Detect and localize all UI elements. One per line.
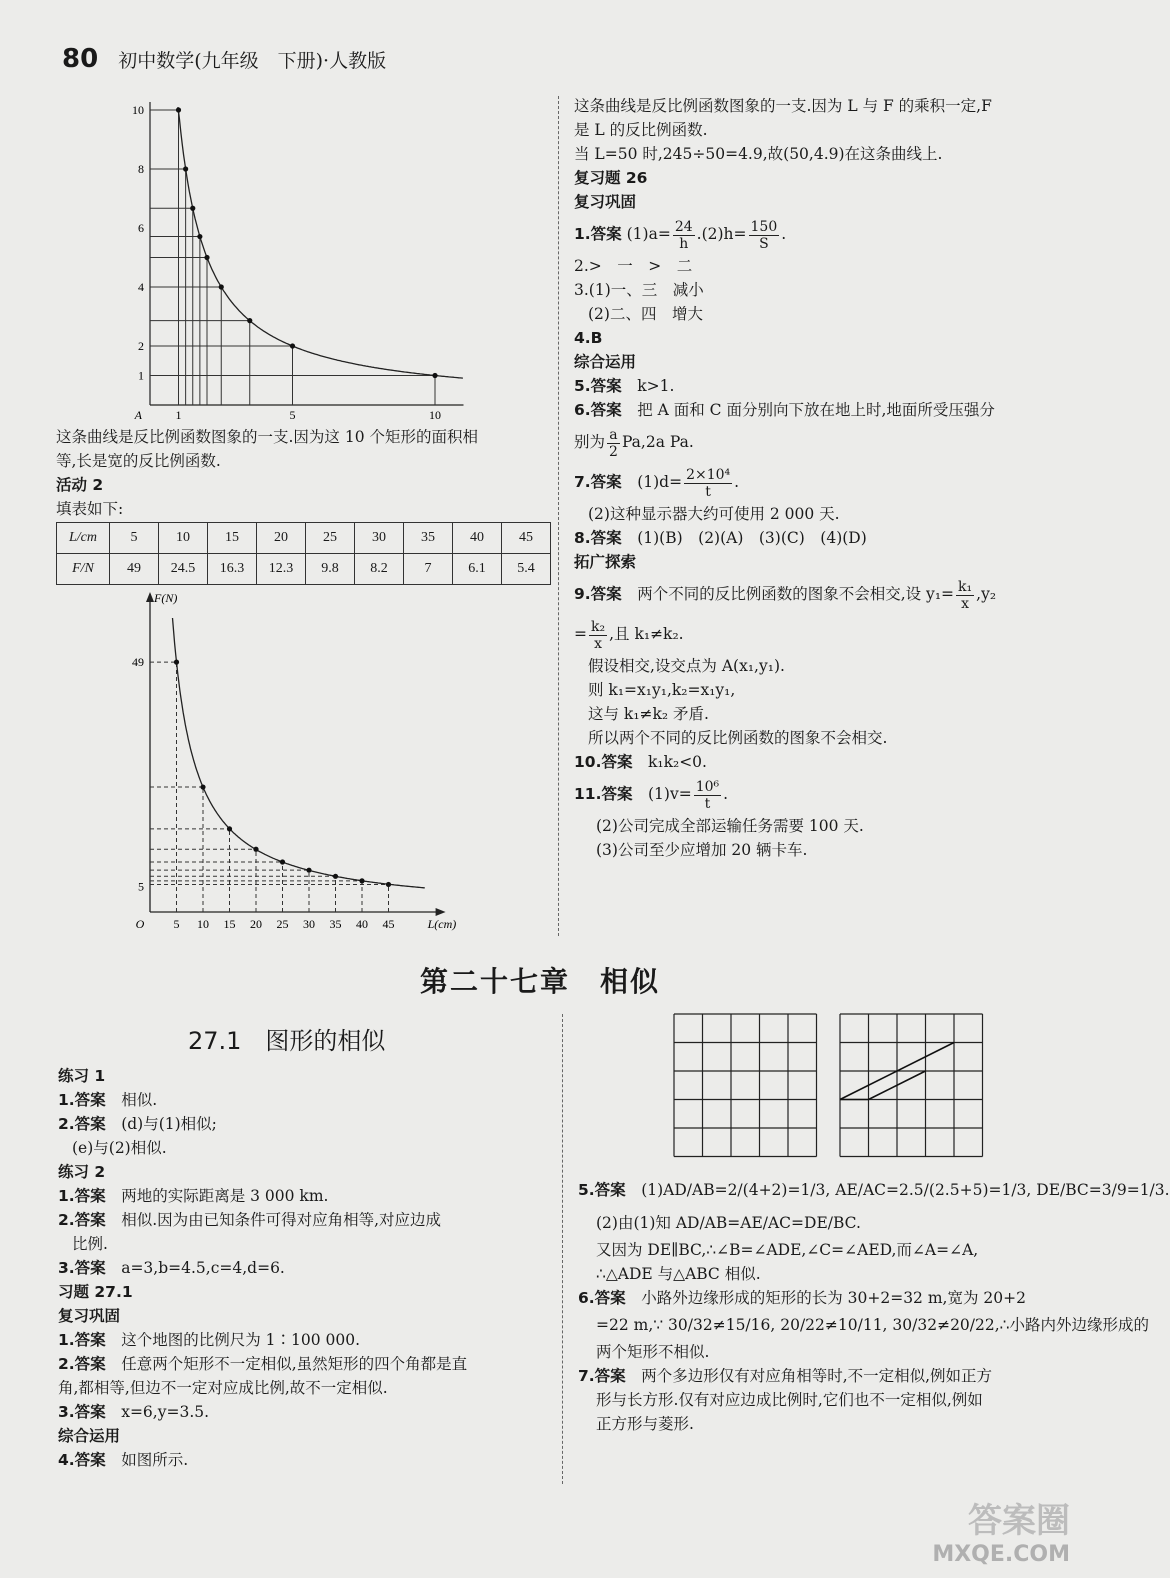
text-span: Pa,2a Pa. — [621, 433, 694, 451]
x-tick-label: 1 — [175, 408, 182, 422]
text-line: (2)由(1)知 AD/AB=AE/AC=DE/BC. — [596, 1214, 861, 1232]
answer-label: 2.答案 — [58, 1115, 106, 1133]
table-cell: 16.3 — [208, 554, 257, 585]
text-line: 两个矩形不相似. — [596, 1343, 710, 1361]
column-divider-top — [558, 96, 559, 936]
text-span: (1)(B) (2)(A) (3)(C) (4)(D) — [637, 529, 867, 547]
text-line: 正方形与菱形. — [596, 1415, 694, 1433]
x-tick-label: 30 — [303, 917, 315, 931]
origin-label: O — [135, 917, 145, 931]
apply-heading: 综合运用 — [574, 353, 637, 371]
page-header — [62, 44, 386, 74]
answer-label: 10.答案 — [574, 753, 633, 771]
fraction-denominator: x — [961, 595, 970, 612]
fraction — [956, 579, 974, 612]
sim-q7 — [578, 1364, 1170, 1388]
exercise-item — [58, 1352, 467, 1376]
text-span: 把 A 面和 C 面分别向下放在地上时,地面所受压强分 — [637, 401, 995, 419]
text-line: (3)公司至少应增加 20 辆卡车. — [596, 841, 808, 859]
data-point — [197, 234, 202, 239]
answer-label: 8.答案 — [574, 529, 622, 547]
x-axis-label: L(cm) — [427, 917, 457, 931]
review-heading: 复习题 26 — [574, 169, 648, 187]
table-cell: 20 — [257, 523, 306, 554]
explore-heading: 拓广探索 — [574, 553, 637, 571]
answer-label: 7.答案 — [574, 473, 622, 491]
answer-label: 1.答案 — [58, 1091, 106, 1109]
text-line: 比例. — [72, 1235, 108, 1253]
x-tick-label: 45 — [382, 917, 395, 931]
fraction-numerator: 24 — [674, 218, 693, 235]
text-span: (1)v= — [647, 785, 692, 803]
text-span: ,且 k₁≠k₂. — [609, 625, 684, 643]
data-point — [290, 343, 295, 348]
origin-label: A — [134, 408, 142, 422]
y-axis-arrow — [146, 592, 154, 602]
data-point — [227, 826, 232, 831]
answer-label: 5.答案 — [578, 1181, 626, 1199]
exercise-item — [58, 1208, 467, 1232]
data-point — [200, 784, 205, 789]
fraction — [749, 219, 780, 252]
text-line: 这条曲线是反比例函数图象的一支.因为 L 与 F 的乘积一定,F — [574, 97, 992, 115]
text-span: 这个地图的比例尺为 1∶100 000. — [121, 1331, 361, 1349]
data-point — [176, 107, 181, 112]
fraction-numerator: 150 — [750, 218, 778, 235]
x-axis-arrow — [436, 908, 446, 916]
answer-label: 2.答案 — [58, 1211, 106, 1229]
text-span: 任意两个矩形不一定相似,虽然矩形的四个角都是直 — [121, 1355, 468, 1373]
review-q9 — [574, 574, 996, 614]
y-tick-label: 49 — [132, 655, 144, 670]
review-q3b: (2)二、四 增大 — [588, 305, 703, 323]
data-point — [280, 859, 285, 864]
exercise-item — [58, 1112, 467, 1136]
exercise-item — [58, 1256, 467, 1280]
fraction-denominator: h — [679, 235, 689, 252]
text-span: 相似. — [121, 1091, 158, 1109]
table-row — [57, 523, 551, 554]
data-point — [219, 284, 224, 289]
section-title: 27.1 图形的相似 — [188, 1027, 386, 1055]
watermark-text: 答案圈 — [968, 1501, 1070, 1541]
text-span: = — [574, 625, 587, 643]
fraction-denominator: t — [704, 795, 711, 812]
data-point — [386, 882, 391, 887]
page-number: 80 — [62, 44, 99, 74]
text-span: . — [723, 785, 729, 803]
chapter-title: 第二十七章 相似 — [419, 965, 660, 998]
text-line: (2)公司完成全部运输任务需要 100 天. — [596, 817, 864, 835]
watermark-url: MXQE.COM — [932, 1542, 1070, 1567]
text-span: (1)d= — [637, 473, 683, 491]
y-tick-label: 4 — [138, 280, 144, 294]
fraction-numerator: 2×10⁴ — [686, 466, 731, 483]
fraction-numerator: a — [609, 426, 618, 443]
y-tick-label: 10 — [132, 103, 144, 117]
y-tick-label: 8 — [138, 162, 144, 176]
x-tick-label: 20 — [250, 917, 262, 931]
answer-label: 1.答案 — [574, 225, 622, 243]
exercise-item — [58, 1088, 467, 1112]
right-top-column — [574, 94, 996, 862]
fraction-numerator: k₁ — [958, 578, 973, 595]
force-length-chart — [122, 590, 472, 940]
fraction-numerator: k₂ — [591, 618, 606, 635]
answer-label: 6.答案 — [574, 401, 622, 419]
review-q6-cont — [574, 422, 996, 462]
answer-label: 6.答案 — [578, 1289, 626, 1307]
fraction-denominator: x — [594, 635, 602, 652]
text-span: (d)与(1)相似; — [121, 1115, 217, 1133]
table-cell: 35 — [404, 523, 453, 554]
text-span: . — [781, 225, 787, 243]
sim-q6 — [578, 1286, 1170, 1310]
review-q3a: 3.(1)一、三 减小 — [574, 281, 704, 299]
y-tick-label: 6 — [138, 221, 144, 235]
curve — [173, 618, 425, 888]
text-span: 相似.因为由已知条件可得对应角相等,对应边成 — [121, 1211, 442, 1229]
x-tick-label: 40 — [356, 917, 368, 931]
table-cell: 7 — [404, 554, 453, 585]
data-point — [359, 878, 364, 883]
column-divider-bottom — [562, 1014, 563, 1484]
table-cell: 30 — [355, 523, 404, 554]
text-span: x=6,y=3.5. — [121, 1403, 210, 1421]
answer-label: 1.答案 — [58, 1187, 106, 1205]
data-point — [174, 660, 179, 665]
review-q1 — [574, 214, 996, 254]
answer-label: 11.答案 — [574, 785, 633, 803]
review-q8 — [574, 526, 996, 550]
table-cell: 5 — [110, 523, 159, 554]
text-line: 形与长方形.仅有对应边成比例时,它们也不一定相似,例如 — [596, 1391, 983, 1409]
answer-label: 2.答案 — [58, 1355, 106, 1373]
text-line: 所以两个不同的反比例函数的图象不会相交. — [588, 729, 888, 747]
answer-label: 3.答案 — [58, 1403, 106, 1421]
similar-figure-grids — [672, 1012, 992, 1162]
consolidate-heading: 复习巩固 — [58, 1307, 121, 1325]
x-tick-label: 10 — [429, 408, 441, 422]
review-q10 — [574, 750, 996, 774]
table-cell: 5.4 — [502, 554, 551, 585]
right-bottom-column — [578, 1172, 1170, 1436]
exercise-item — [58, 1328, 467, 1352]
text-line: 角,都相等,但边不一定对应成比例,故不一定相似. — [58, 1379, 388, 1397]
text-line: ∴△ADE 与△ABC 相似. — [596, 1265, 761, 1283]
data-point — [333, 874, 338, 879]
fraction — [673, 219, 695, 252]
review-q7 — [574, 462, 996, 502]
review-q9-cont — [574, 614, 996, 654]
sim-q5 — [578, 1172, 1170, 1208]
table-cell: 15 — [208, 523, 257, 554]
force-length-table — [56, 522, 551, 585]
data-point — [183, 166, 188, 171]
table-cell: 49 — [110, 554, 159, 585]
book-title: 初中数学(九年级 下册)·人教版 — [118, 50, 387, 72]
chart1-explanation-2: 等,长是宽的反比例函数. — [56, 452, 221, 470]
text-span: (1)AD/AB=2/(4+2)=1/3, AE/AC=2.5/(2.5+5)=1/3, DE/BC=3/9=1/3. — [641, 1181, 1170, 1199]
x-tick-label: 5 — [173, 917, 180, 931]
data-point — [306, 868, 311, 873]
data-point — [190, 206, 195, 211]
table-cell: 40 — [453, 523, 502, 554]
text-span: 别为 — [574, 433, 606, 451]
text-span: 如图所示. — [121, 1451, 189, 1469]
data-point — [247, 318, 252, 323]
review-q6 — [574, 398, 996, 422]
chart1-explanation-1: 这条曲线是反比例函数图象的一支.因为这 10 个矩形的面积相 — [56, 428, 479, 446]
consolidate-heading: 复习巩固 — [574, 193, 637, 211]
fraction — [589, 619, 607, 652]
fraction-numerator: 10⁶ — [695, 778, 720, 795]
y-tick-label: 1 — [138, 368, 144, 383]
table-cell: 24.5 — [159, 554, 208, 585]
x-tick-label: 10 — [197, 917, 209, 931]
review-q4: 4.B — [574, 329, 603, 347]
text-span: 小路外边缘形成的矩形的长为 30+2=32 m,宽为 20+2 — [641, 1289, 1026, 1307]
left-bottom-column — [58, 1064, 467, 1472]
data-point — [432, 373, 437, 378]
exercise-item — [58, 1184, 467, 1208]
exercise-item — [58, 1448, 467, 1472]
text-span: 两个多边形仅有对应角相等时,不一定相似,例如正方 — [641, 1367, 993, 1385]
x-tick-label: 5 — [289, 408, 296, 422]
apply-heading: 综合运用 — [58, 1427, 121, 1445]
exercise-item — [58, 1400, 467, 1424]
text-line: 这与 k₁≠k₂ 矛盾. — [588, 705, 709, 723]
review-q2: 2.> 一 > 二 — [574, 257, 693, 275]
table-cell: 45 — [502, 523, 551, 554]
answer-label: 5.答案 — [574, 377, 622, 395]
text-line: 假设相交,设交点为 A(x₁,y₁). — [588, 657, 785, 675]
table-cell: 10 — [159, 523, 208, 554]
text-span: 两个不同的反比例函数的图象不会相交,设 y₁= — [637, 585, 955, 603]
text-span: ,y₂ — [976, 585, 997, 603]
data-point — [253, 847, 258, 852]
table-cell: 25 — [306, 523, 355, 554]
text-span: k₁k₂<0. — [647, 753, 707, 771]
exercise-heading: 练习 1 — [58, 1067, 106, 1085]
review-q7-cont: (2)这种显示器大约可使用 2 000 天. — [588, 505, 840, 523]
data-point — [204, 255, 209, 260]
text-span: (1)a= — [626, 225, 671, 243]
table-cell: 9.8 — [306, 554, 355, 585]
fill-table-text: 填表如下: — [56, 500, 124, 518]
watermark-logo — [932, 1501, 1070, 1572]
homework-heading: 习题 27.1 — [58, 1283, 133, 1301]
table-cell: 8.2 — [355, 554, 404, 585]
fraction-denominator: S — [759, 235, 769, 252]
table-cell: 6.1 — [453, 554, 502, 585]
fraction — [684, 467, 732, 500]
text-span: a=3,b=4.5,c=4,d=6. — [121, 1259, 285, 1277]
x-tick-label: 35 — [329, 917, 342, 931]
fraction — [694, 779, 721, 812]
x-tick-label: 25 — [276, 917, 289, 931]
rectangles-inverse-chart — [120, 95, 480, 425]
text-line: 又因为 DE∥BC,∴∠B=∠ADE,∠C=∠AED,而∠A=∠A, — [596, 1241, 979, 1259]
text-line: =22 m,∵ 30/32≠15/16, 20/22≠10/11, 30/32≠20/22,∴小路内外边缘形成的 — [596, 1316, 1150, 1334]
answer-label: 7.答案 — [578, 1367, 626, 1385]
review-q5 — [574, 374, 996, 398]
table-row — [57, 554, 551, 585]
y-tick-label: 5 — [138, 879, 144, 894]
fraction — [607, 427, 620, 460]
text-span: 两地的实际距离是 3 000 km. — [121, 1187, 329, 1205]
answer-label: 4.答案 — [58, 1451, 106, 1469]
text-span: .(2)h= — [696, 225, 747, 243]
text-line: 是 L 的反比例函数. — [574, 121, 708, 139]
text-span: . — [734, 473, 740, 491]
text-span: k>1. — [637, 377, 675, 395]
text-line: 则 k₁=x₁y₁,k₂=x₁y₁, — [588, 681, 736, 699]
fraction-denominator: 2 — [609, 443, 618, 460]
x-tick-label: 15 — [223, 917, 236, 931]
answer-label: 3.答案 — [58, 1259, 106, 1277]
answer-label: 1.答案 — [58, 1331, 106, 1349]
y-tick-label: 2 — [138, 339, 144, 353]
exercise-heading: 练习 2 — [58, 1163, 106, 1181]
text-line: 当 L=50 时,245÷50=4.9,故(50,4.9)在这条曲线上. — [574, 145, 943, 163]
table-cell: 12.3 — [257, 554, 306, 585]
answer-label: 9.答案 — [574, 585, 622, 603]
review-q11 — [574, 774, 996, 814]
fraction-denominator: t — [705, 483, 711, 500]
y-axis-label: F(N) — [154, 591, 178, 605]
table-cell: L/cm — [57, 523, 110, 554]
activity-heading: 活动 2 — [56, 476, 104, 494]
text-line: (e)与(2)相似. — [72, 1139, 167, 1157]
curve — [178, 107, 463, 378]
table-cell: F/N — [57, 554, 110, 585]
